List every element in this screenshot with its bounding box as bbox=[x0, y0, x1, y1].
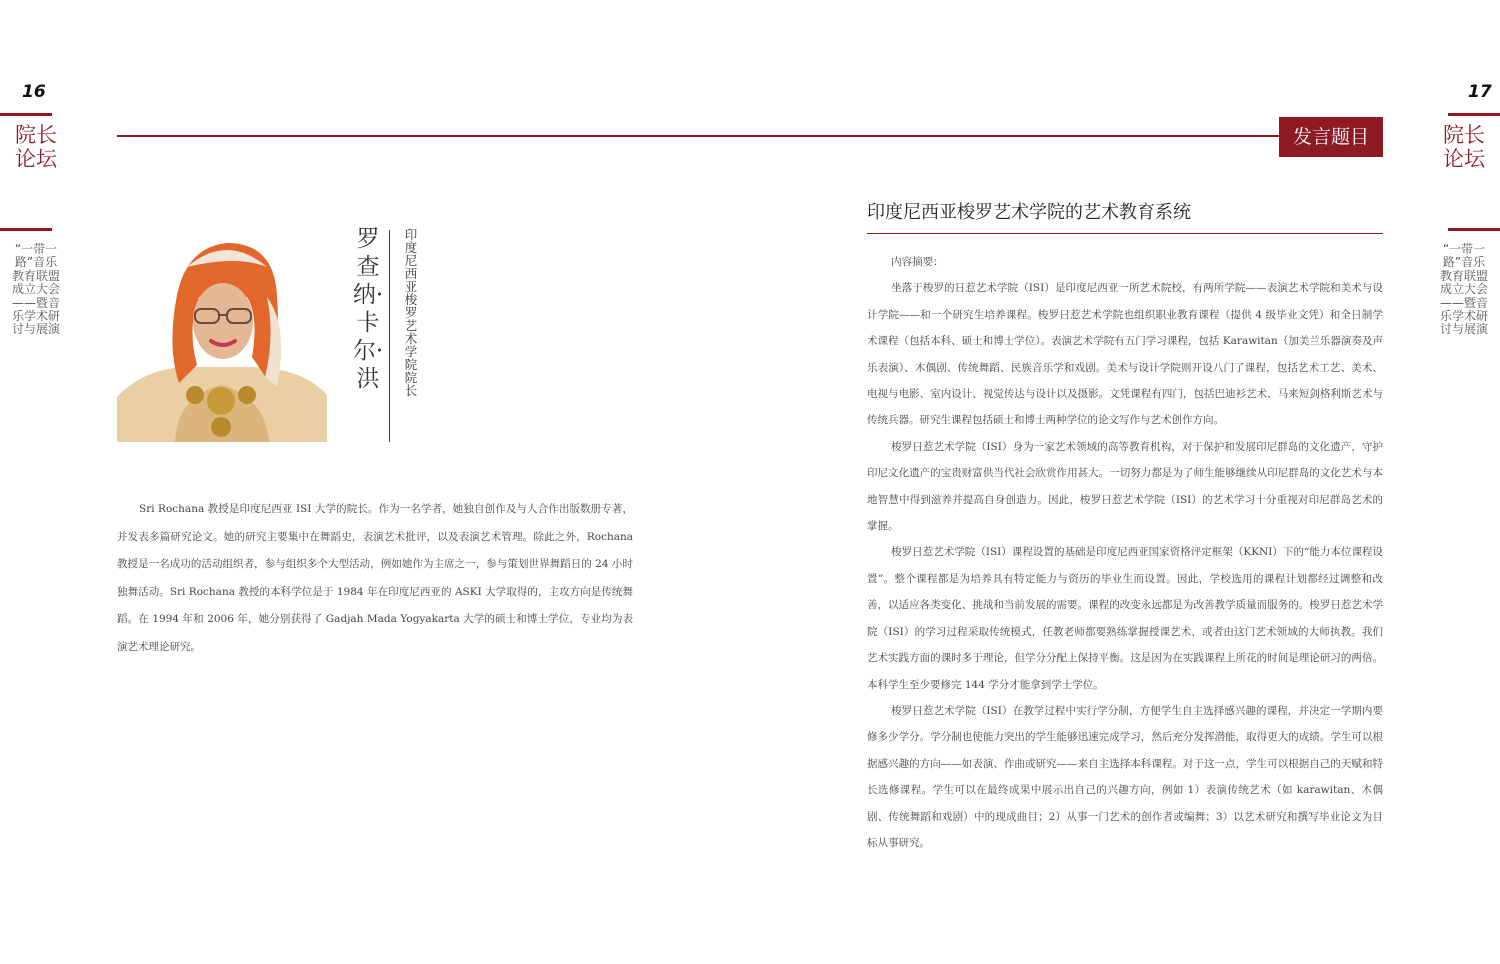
page-number-right: 17 bbox=[1468, 82, 1492, 102]
abstract-label: 内容摘要： bbox=[891, 256, 944, 268]
article-title-rule bbox=[867, 233, 1383, 234]
topic-badge: 发言题目 bbox=[1279, 117, 1383, 157]
running-header-left: “一带一路”音乐教育联盟成立大会——暨音乐学术研讨与展演 bbox=[11, 242, 60, 337]
page-number-left: 16 bbox=[22, 82, 46, 102]
speaker-bio bbox=[117, 496, 633, 661]
speaker-portrait bbox=[117, 237, 327, 442]
bio-paragraph: Sri Rochana 教授是印度尼西亚 ISI 大学的院长。作为一名学者，她独自创作及与人合作出版数册专著，并发表多篇研究论文。她的研究主要集中在舞蹈史，表演艺术批评，以及表演艺术管理。除此之外，Rochana 教授是一名成功的活动组织者，参与组织多个大型活动，例如她作为主席之一，参与策划世界舞蹈日的 24 小时独舞活动。Sri Rochana 教授的本科学位是于 1984 年在印度尼西亚的 ASKI 大学取得的，主攻方向是传统舞蹈。在 1994 年和 2006 年，她分别获得了 Gadjah Mada Yogyakarta 大学的硕士和博士学位，专业均为表演艺术理论研究。 bbox=[117, 503, 633, 653]
header-rule bbox=[117, 135, 1283, 137]
side-bar-bottom-right bbox=[1448, 228, 1500, 231]
article-paragraph-2: 梭罗日惹艺术学院（ISI）身为一家艺术领域的高等教育机构，对于保护和发展印尼群岛的文化遗产，守护印尼文化遗产的宝贵财富供当代社会欣赏作用甚大。一切努力都是为了师生能够继续从印尼群岛的文化艺术与本地智慧中得到滋养并提高自身创造力。因此，梭罗日惹艺术学院（ISI）的艺术学习十分重视对印尼群岛艺术的掌握。 bbox=[867, 440, 1383, 533]
article-paragraph-1: 坐落于梭罗的日惹艺术学院（ISI）是印度尼西亚一所艺术院校，有两所学院——表演艺术学院和美术与设计学院——和一个研究生培养课程。梭罗日惹艺术学院也组织职业教育课程（提供 4 级毕业文凭）和全日制学术课程（包括本科、硕士和博士学位）。表演艺术学院有五门学习课程，包括 Karawitan（加美兰乐器演奏及声乐表演）、木偶剧、传统舞蹈、民族音乐学和戏剧。美术与设计学院则开设八门了课程，包括艺术工艺、美术、电视与电影、室内设计、视觉传达与设计以及摄影。文凭课程有四门，包括巴迪衫艺术、马来短剑格利斯艺术与传统兵器。研究生课程包括硕士和博士两种学位的论文写作与艺术创作方向。 bbox=[867, 282, 1383, 427]
portrait-illustration bbox=[117, 237, 327, 442]
speaker-name: 罗查纳·卡尔·洪 bbox=[352, 226, 384, 392]
speaker-title: 印度尼西亚梭罗艺术学院院长 bbox=[404, 227, 418, 398]
article-body bbox=[867, 249, 1383, 856]
article-paragraph-4: 梭罗日惹艺术学院（ISI）在教学过程中实行学分制，方便学生自主选择感兴趣的课程，并决定一学期内要修多少学分。学分制也使能力突出的学生能够迅速完成学习，然后充分发挥潜能，取得更大的成绩。学生可以根据感兴趣的方向——如表演、作曲或研究——来自主选择本科课程。对于这一点，学生可以根据自己的天赋和特长选修课程。学生可以在最终成果中展示出自己的兴趣方向，例如 1）表演传统艺术（如 karawitan、木偶剧、传统舞蹈和戏剧）中的现成曲目；2）从事一门艺术的创作者或编舞；3）以艺术研究和撰写毕业论文为目标从事研究。 bbox=[867, 704, 1383, 849]
running-header-right: “一带一路”音乐教育联盟成立大会——暨音乐学术研讨与展演 bbox=[1439, 242, 1488, 337]
section-title-left: 院长论坛 bbox=[15, 123, 57, 171]
article-paragraph-3: 梭罗日惹艺术学院（ISI）课程设置的基础是印度尼西亚国家资格评定框架（KKNI）下的“能力本位课程设置”。整个课程都是为培养具有特定能力与资历的毕业生而设置。因此，学校选用的课程计划都经过调整和改善，以适应各类变化、挑战和当前发展的需要。课程的改变永远都是为改善教学质量而服务的。梭罗日惹艺术学院（ISI）的学习过程采取传统模式，任教老师都要熟练掌握授课艺术，或者由这门艺术领域的大师执教。我们艺术实践方面的课时多于理论，但学分分配上保持平衡。这是因为在实践课程上所花的时间是理论研习的两倍。本科学生至少要修完 144 学分才能拿到学士学位。 bbox=[867, 546, 1383, 691]
side-bar-top-left bbox=[0, 113, 52, 116]
name-divider bbox=[389, 230, 390, 442]
article-title: 印度尼西亚梭罗艺术学院的艺术教育系统 bbox=[867, 202, 1191, 223]
side-bar-top-right bbox=[1448, 113, 1500, 116]
section-title-right: 院长论坛 bbox=[1443, 123, 1485, 171]
side-bar-bottom-left bbox=[0, 228, 52, 231]
